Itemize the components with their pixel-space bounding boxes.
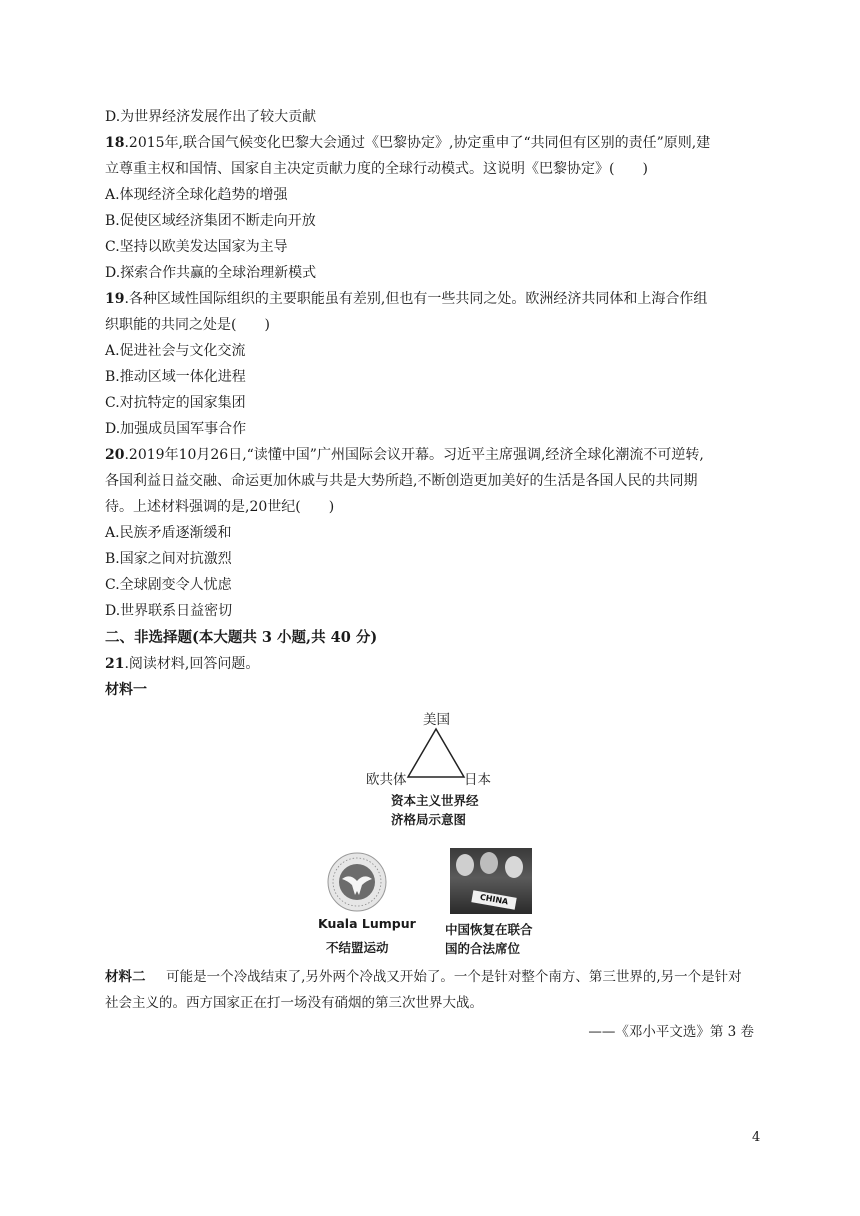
diagram-caption-line2: 济格局示意图 (391, 812, 467, 827)
question-18-stem-cont: 立尊重主权和国情、国家自主决定贡献力度的全球行动模式。这说明《巴黎协定》( ) (105, 161, 648, 177)
non-aligned-movement-logo (326, 851, 388, 913)
question-number: 18 (105, 135, 125, 151)
question-number: 21 (105, 656, 125, 672)
question-21-stem: 21.阅读材料,回答问题。 (105, 656, 260, 672)
china-un-seat-photo (450, 848, 532, 914)
material-1-label: 材料一 (105, 682, 147, 698)
question-number: 20 (105, 447, 125, 463)
option-17-d: D.为世界经济发展作出了较大贡献 (105, 109, 317, 125)
china-nameplate: CHINA (471, 890, 516, 909)
triangle-icon (405, 726, 467, 780)
diagram-label-japan: 日本 (464, 772, 491, 788)
option-19-d: D.加强成员国军事合作 (105, 421, 247, 437)
question-number: 19 (105, 291, 125, 307)
logo-caption: 不结盟运动 (326, 940, 389, 955)
option-20-c: C.全球剧变令人忧虑 (105, 577, 232, 593)
person-face-3 (505, 856, 523, 878)
material-2-text: 可能是一个冷战结束了,另外两个冷战又开始了。一个是针对整个南方、第三世界的,另一个是针对社会主义的。西方国家正在打一场没有硝烟的第三次世界大战。 (105, 969, 742, 1011)
diagram-label-ec: 欧共体 (366, 772, 407, 788)
material-2 (105, 964, 755, 1016)
option-18-b: B.促使区域经济集团不断走向开放 (105, 213, 316, 229)
diagram-caption-line1: 资本主义世界经 (391, 793, 479, 808)
diagram-caption (391, 791, 479, 829)
material-2-source: ——《邓小平文选》第 3 卷 (588, 1024, 754, 1040)
diagram-label-usa: 美国 (423, 712, 450, 728)
option-20-a: A.民族矛盾逐渐缓和 (105, 525, 232, 541)
option-18-c: C.坚持以欧美发达国家为主导 (105, 239, 288, 255)
logo-city-text: Kuala Lumpur (318, 916, 416, 931)
option-19-c: C.对抗特定的国家集团 (105, 395, 246, 411)
person-face-2 (480, 852, 498, 874)
person-face-1 (456, 854, 474, 876)
page-number: 4 (752, 1130, 761, 1145)
option-18-d: D.探索合作共赢的全球治理新模式 (105, 265, 317, 281)
option-19-a: A.促进社会与文化交流 (105, 343, 246, 359)
question-20-stem: 20.2019年10月26日,“读懂中国”广州国际会议开幕。习近平主席强调,经济全球化潮流不可逆转, (105, 447, 704, 463)
option-20-b: B.国家之间对抗激烈 (105, 551, 232, 567)
question-18-stem: 18.2015年,联合国气候变化巴黎大会通过《巴黎协定》,协定重申了“共同但有区别的责任”原则,建 (105, 135, 711, 151)
photo-caption-line2: 国的合法席位 (445, 941, 521, 956)
photo-caption (445, 920, 533, 958)
option-20-d: D.世界联系日益密切 (105, 603, 233, 619)
question-19-stem-cont: 织职能的共同之处是( ) (105, 317, 270, 333)
photo-caption-line1: 中国恢复在联合 (445, 922, 533, 937)
question-19-stem: 19.各种区域性国际组织的主要职能虽有差别,但也有一些共同之处。欧洲经济共同体和上海合作组 (105, 291, 708, 307)
material-2-label: 材料二 (105, 969, 146, 985)
section-title: 二、非选择题(本大题共 3 小题,共 40 分) (105, 629, 378, 646)
question-20-stem-cont: 各国利益日益交融、命运更加休戚与共是大势所趋,不断创造更加美好的生活是各国人民的共同期 (105, 473, 698, 489)
option-18-a: A.体现经济全球化趋势的增强 (105, 187, 288, 203)
option-19-b: B.推动区域一体化进程 (105, 369, 246, 385)
question-20-stem-cont2: 待。上述材料强调的是,20世纪( ) (105, 499, 335, 515)
